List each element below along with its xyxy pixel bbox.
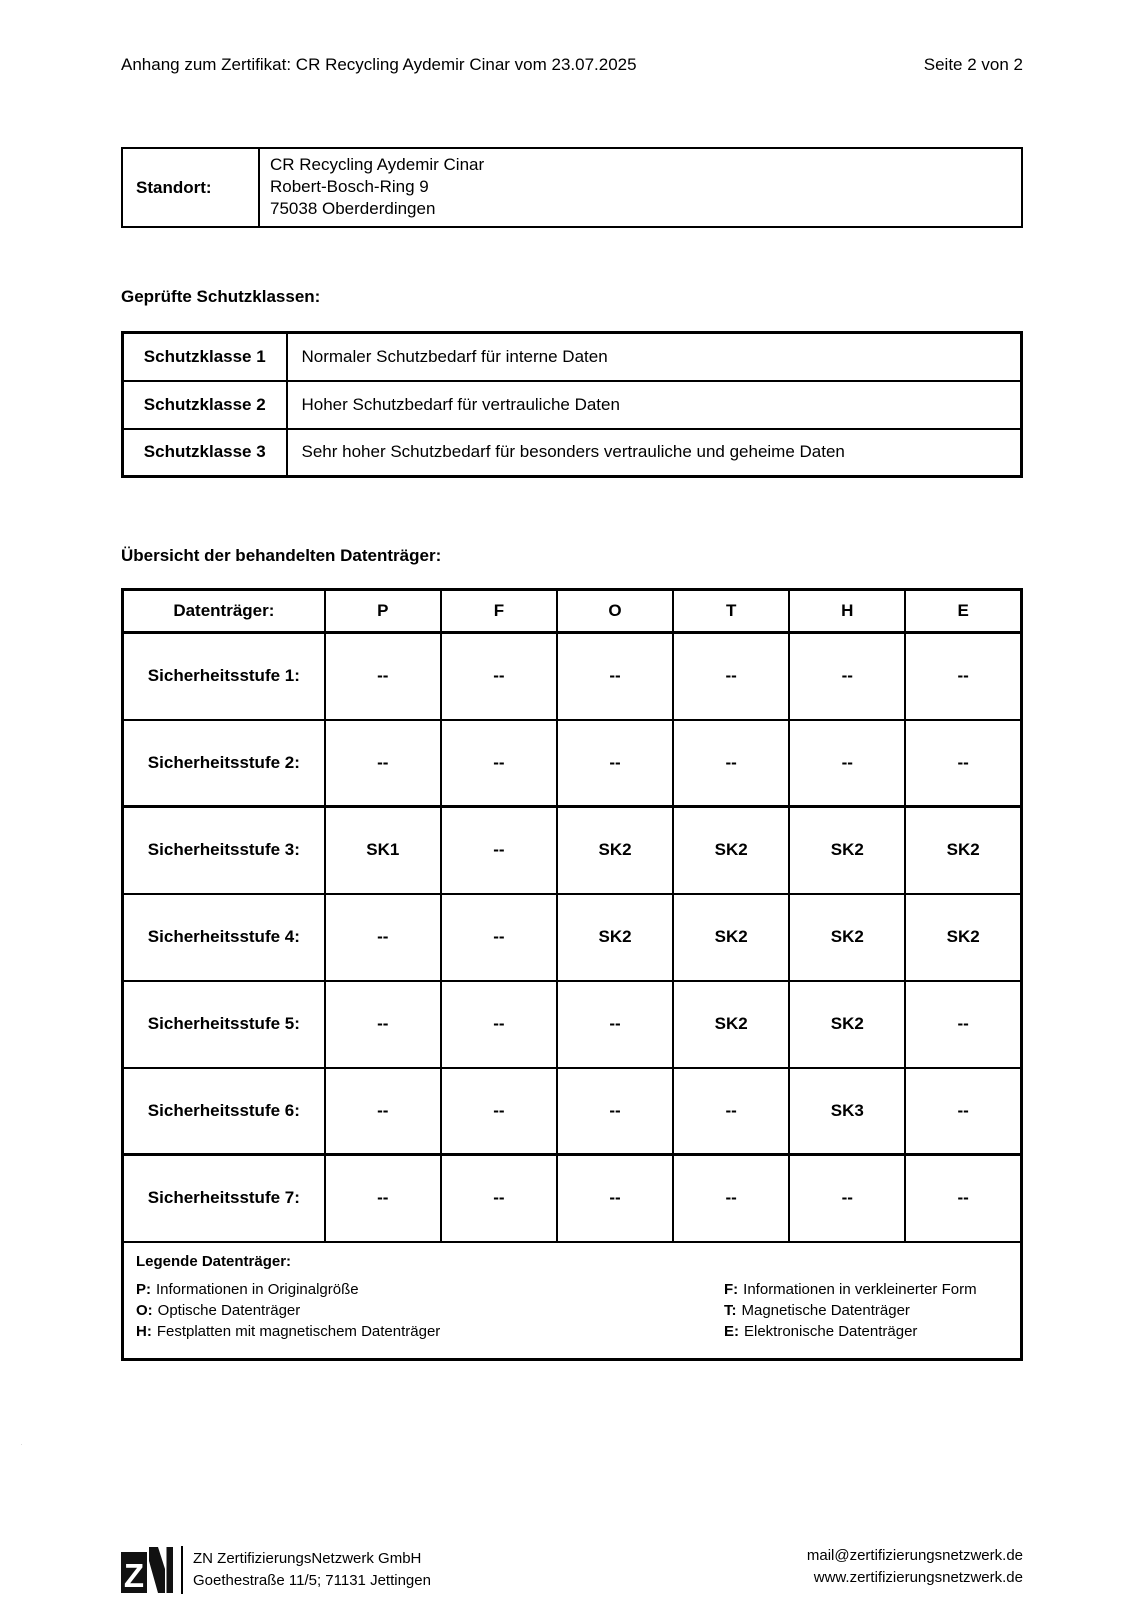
cell-value: -- bbox=[325, 720, 441, 807]
datentraeger-heading: Übersicht der behandelten Datenträger: bbox=[121, 546, 442, 565]
legend-item-f bbox=[724, 1279, 977, 1300]
legend-heading: Legende Datenträger: bbox=[136, 1252, 292, 1270]
cell-value: -- bbox=[673, 1068, 789, 1155]
column-header-h: H bbox=[789, 590, 905, 633]
page-footer bbox=[21, 1445, 1023, 1595]
datentraeger-header-row bbox=[123, 590, 1022, 633]
cell-value: -- bbox=[557, 720, 673, 807]
cell-value: SK2 bbox=[789, 807, 905, 894]
schutzklasse-2-text: Hoher Schutzbedarf für vertrauliche Daten bbox=[287, 381, 1022, 429]
cell-value: -- bbox=[325, 1155, 441, 1242]
sicherheitsstufe-3-row bbox=[123, 807, 1022, 894]
row-label: Sicherheitsstufe 3: bbox=[123, 807, 325, 894]
sicherheitsstufe-2-row bbox=[123, 720, 1022, 807]
legend-row bbox=[123, 1242, 1022, 1360]
legend-item-h bbox=[136, 1321, 724, 1342]
footer-website: www.zertifizierungsnetzwerk.de bbox=[813, 1569, 1023, 1586]
column-header-o: O bbox=[557, 590, 673, 633]
schutzklasse-3-text: Sehr hoher Schutzbedarf für besonders vertrauliche und geheime Daten bbox=[287, 429, 1022, 477]
standort-table bbox=[121, 147, 1023, 228]
standort-street: Robert-Bosch-Ring 9 bbox=[270, 177, 429, 196]
sicherheitsstufe-5-row bbox=[123, 981, 1022, 1068]
cell-value: SK2 bbox=[557, 894, 673, 981]
cell-value: -- bbox=[905, 981, 1021, 1068]
cell-value: SK2 bbox=[557, 807, 673, 894]
cell-value: -- bbox=[673, 633, 789, 720]
cell-value: -- bbox=[441, 633, 557, 720]
datentraeger-header-label: Datenträger: bbox=[123, 590, 325, 633]
cell-value: -- bbox=[557, 1068, 673, 1155]
legend-line bbox=[136, 1321, 1020, 1342]
cell-value: SK3 bbox=[789, 1068, 905, 1155]
row-label: Sicherheitsstufe 6: bbox=[123, 1068, 325, 1155]
cell-value: SK2 bbox=[673, 894, 789, 981]
column-header-e: E bbox=[905, 590, 1021, 633]
sicherheitsstufe-7-row bbox=[123, 1155, 1022, 1242]
cell-value: -- bbox=[441, 1068, 557, 1155]
logo-divider bbox=[181, 1546, 183, 1594]
cell-value: SK2 bbox=[905, 807, 1021, 894]
cell-value: -- bbox=[325, 981, 441, 1068]
cell-value: -- bbox=[789, 633, 905, 720]
cell-value: -- bbox=[441, 720, 557, 807]
zn-logo-icon bbox=[21, 1445, 173, 1595]
standort-company: CR Recycling Aydemir Cinar bbox=[270, 155, 485, 174]
legend-item-t bbox=[724, 1300, 910, 1321]
cell-value: -- bbox=[441, 807, 557, 894]
row-label: Sicherheitsstufe 4: bbox=[123, 894, 325, 981]
row-label: Sicherheitsstufe 1: bbox=[123, 633, 325, 720]
cell-value: -- bbox=[441, 981, 557, 1068]
footer-email: mail@zertifizierungsnetzwerk.de bbox=[806, 1547, 1023, 1564]
page-number: Seite 2 von 2 bbox=[923, 55, 1023, 74]
standort-row bbox=[122, 148, 1022, 227]
cell-value: SK2 bbox=[789, 981, 905, 1068]
standort-address bbox=[259, 148, 1022, 227]
footer-company-text bbox=[193, 1548, 431, 1592]
company-address: Goethestraße 11/5; 71131 Jettingen bbox=[193, 1572, 431, 1589]
legend-key-f: F: bbox=[724, 1280, 739, 1298]
column-header-t: T bbox=[673, 590, 789, 633]
footer-contact-block bbox=[807, 1545, 1023, 1589]
cell-value: -- bbox=[789, 1155, 905, 1242]
schutzklasse-1-label: Schutzklasse 1 bbox=[123, 333, 287, 381]
legend-text-h: Festplatten mit magnetischem Datenträger bbox=[156, 1322, 441, 1340]
certificate-annex-title: Anhang zum Zertifikat: CR Recycling Aydemir Cinar vom 23.07.2025 bbox=[121, 55, 637, 74]
legend-item-p bbox=[136, 1279, 724, 1300]
cell-value: -- bbox=[325, 1068, 441, 1155]
sicherheitsstufe-4-row bbox=[123, 894, 1022, 981]
svg-text:Z: Z bbox=[123, 1557, 145, 1594]
cell-value: SK2 bbox=[789, 894, 905, 981]
schutzklasse-row-3 bbox=[123, 429, 1022, 477]
cell-value: -- bbox=[557, 1155, 673, 1242]
cell-value: -- bbox=[905, 1068, 1021, 1155]
cell-value: -- bbox=[441, 894, 557, 981]
legend bbox=[123, 1242, 1022, 1360]
schutzklasse-3-label: Schutzklasse 3 bbox=[123, 429, 287, 477]
legend-item-e bbox=[724, 1321, 917, 1342]
legend-line bbox=[136, 1279, 1020, 1300]
legend-key-t: T: bbox=[724, 1301, 737, 1319]
sicherheitsstufe-1-row bbox=[123, 633, 1022, 720]
cell-value: -- bbox=[905, 1155, 1021, 1242]
legend-line bbox=[136, 1300, 1020, 1321]
cell-value: -- bbox=[557, 981, 673, 1068]
schutzklasse-1-text: Normaler Schutzbedarf für interne Daten bbox=[287, 333, 1022, 381]
standort-city: 75038 Oberderdingen bbox=[270, 199, 436, 218]
cell-value: -- bbox=[673, 720, 789, 807]
cell-value: SK2 bbox=[673, 981, 789, 1068]
cell-value: SK2 bbox=[673, 807, 789, 894]
cell-value: -- bbox=[325, 633, 441, 720]
legend-key-o: O: bbox=[136, 1301, 153, 1319]
row-label: Sicherheitsstufe 5: bbox=[123, 981, 325, 1068]
footer-company-block bbox=[21, 1445, 431, 1595]
row-label: Sicherheitsstufe 7: bbox=[123, 1155, 325, 1242]
cell-value: -- bbox=[557, 633, 673, 720]
legend-text-e: Elektronische Datenträger bbox=[744, 1322, 918, 1340]
legend-item-o bbox=[136, 1300, 724, 1321]
schutzklasse-row-1 bbox=[123, 333, 1022, 381]
schutzklassen-heading: Geprüfte Schutzklassen: bbox=[121, 287, 321, 306]
cell-value: -- bbox=[905, 720, 1021, 807]
legend-text-o: Optische Datenträger bbox=[157, 1301, 301, 1319]
svg-text:N: N bbox=[21, 1445, 22, 1446]
cell-value: -- bbox=[325, 894, 441, 981]
column-header-f: F bbox=[441, 590, 557, 633]
cell-value: SK1 bbox=[325, 807, 441, 894]
column-header-p: P bbox=[325, 590, 441, 633]
page-header bbox=[121, 54, 1023, 75]
legend-text-p: Informationen in Originalgröße bbox=[156, 1280, 359, 1298]
cell-value: -- bbox=[789, 720, 905, 807]
company-name: ZN ZertifizierungsNetzwerk GmbH bbox=[193, 1550, 422, 1567]
schutzklasse-2-label: Schutzklasse 2 bbox=[123, 381, 287, 429]
standort-label: Standort: bbox=[122, 148, 259, 227]
schutzklassen-table bbox=[121, 331, 1023, 478]
cell-value: -- bbox=[673, 1155, 789, 1242]
cell-value: -- bbox=[441, 1155, 557, 1242]
legend-text-t: Magnetische Datenträger bbox=[741, 1301, 910, 1319]
legend-key-e: E: bbox=[724, 1322, 739, 1340]
datentraeger-table bbox=[121, 588, 1023, 1361]
cell-value: SK2 bbox=[905, 894, 1021, 981]
row-label: Sicherheitsstufe 2: bbox=[123, 720, 325, 807]
legend-key-h: H: bbox=[136, 1322, 152, 1340]
legend-text-f: Informationen in verkleinerter Form bbox=[743, 1280, 977, 1298]
legend-key-p: P: bbox=[136, 1280, 151, 1298]
schutzklasse-row-2 bbox=[123, 381, 1022, 429]
sicherheitsstufe-6-row bbox=[123, 1068, 1022, 1155]
cell-value: -- bbox=[905, 633, 1021, 720]
